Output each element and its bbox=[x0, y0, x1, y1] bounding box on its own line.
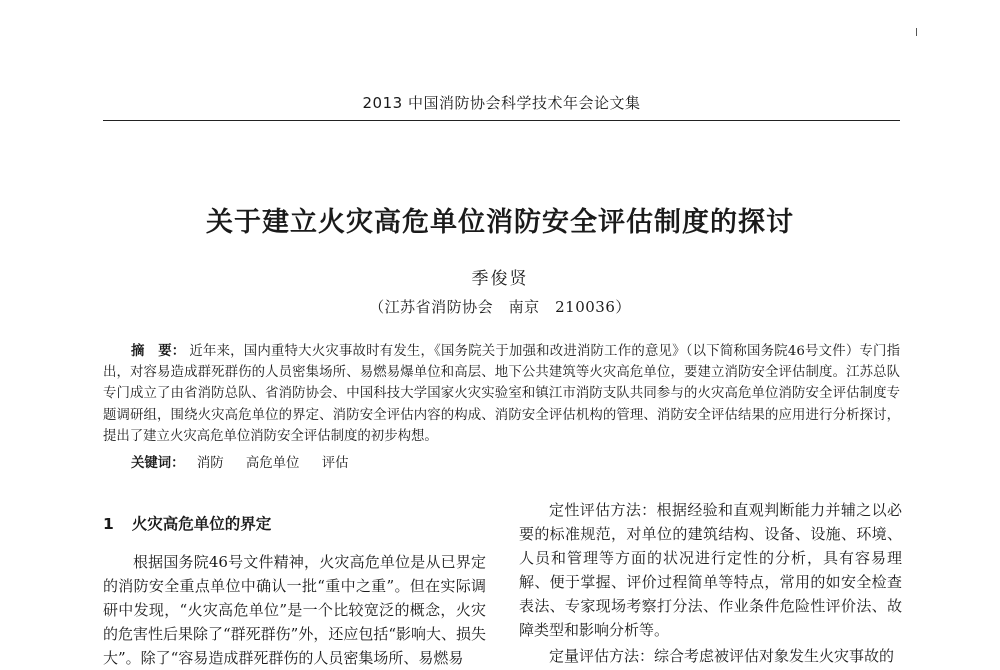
body-paragraph: 定性评估方法：根据经验和直观判断能力并辅之以必要的标准规范，对单位的建筑结构、设备、设施、环境、人员和管理等方面的状况进行定性的分析，具有容易理解、便于掌握、评价过程简单等特点，常用的如安全检查表法、专家现场考察打分法、作业条件危险性评价法、故障类型和影响分析等。 bbox=[519, 501, 902, 639]
keywords-label: 关键词： bbox=[131, 455, 185, 471]
section-heading bbox=[103, 512, 486, 536]
paper-title: 关于建立火灾高危单位消防安全评估制度的探讨 bbox=[206, 207, 794, 238]
right-column bbox=[519, 498, 902, 668]
abstract-text: 近年来，国内重特大火灾事故时有发生，《国务院关于加强和改进消防工作的意见》（以下简称国务院46号文件）专门指出，对容易造成群死群伤的人员密集场所、易燃易爆单位和高层、地下公共建筑等火灾高危单位，要建立消防安全评估制度。江苏总队专门成立了由省消防总队、省消防协会、中国科技大学国家火灾实验室和镇江市消防支队共同参与的火灾高危单位消防安全评估制度专题调研组，围绕火灾高危单位的界定、消防安全评估内容的构成、消防安全评估机构的管理、消防安全评估结果的应用进行分析探讨，提出了建立火灾高危单位消防安全评估制度的初步构想。 bbox=[103, 344, 901, 444]
left-column bbox=[103, 498, 486, 670]
keyword: 消防 bbox=[196, 456, 224, 471]
author-name: 季俊贤 bbox=[471, 269, 529, 289]
abstract-label: 摘 要： bbox=[131, 343, 186, 359]
body-paragraph: 根据国务院46号文件精神，火灾高危单位是从已界定的消防安全重点单位中确认一批“重中之重”。但在实际调研中发现，“火灾高危单位”是一个比较宽泛的概念，火灾的危害性后果除了“群死群伤”外，还应包括“影响大、损失大”。除了“容易造成群死群伤的人员密集场所、易燃易 bbox=[103, 553, 487, 667]
body-paragraph: 定量评估方法：综合考虑被评估对象发生火灾事故的 bbox=[549, 647, 895, 665]
section-title: 火灾高危单位的界定 bbox=[131, 515, 272, 533]
running-header: 2013 中国消防协会科学技术年会论文集 bbox=[362, 94, 641, 112]
abstract bbox=[103, 341, 900, 447]
keywords bbox=[131, 452, 891, 471]
scan-mark bbox=[916, 28, 917, 36]
section-number: 1 bbox=[103, 515, 114, 533]
keyword: 高危单位 bbox=[245, 456, 300, 471]
header-rule bbox=[103, 120, 900, 121]
keyword: 评估 bbox=[321, 456, 349, 471]
author-affiliation: （江苏省消防协会 南京 210036） bbox=[369, 298, 631, 316]
